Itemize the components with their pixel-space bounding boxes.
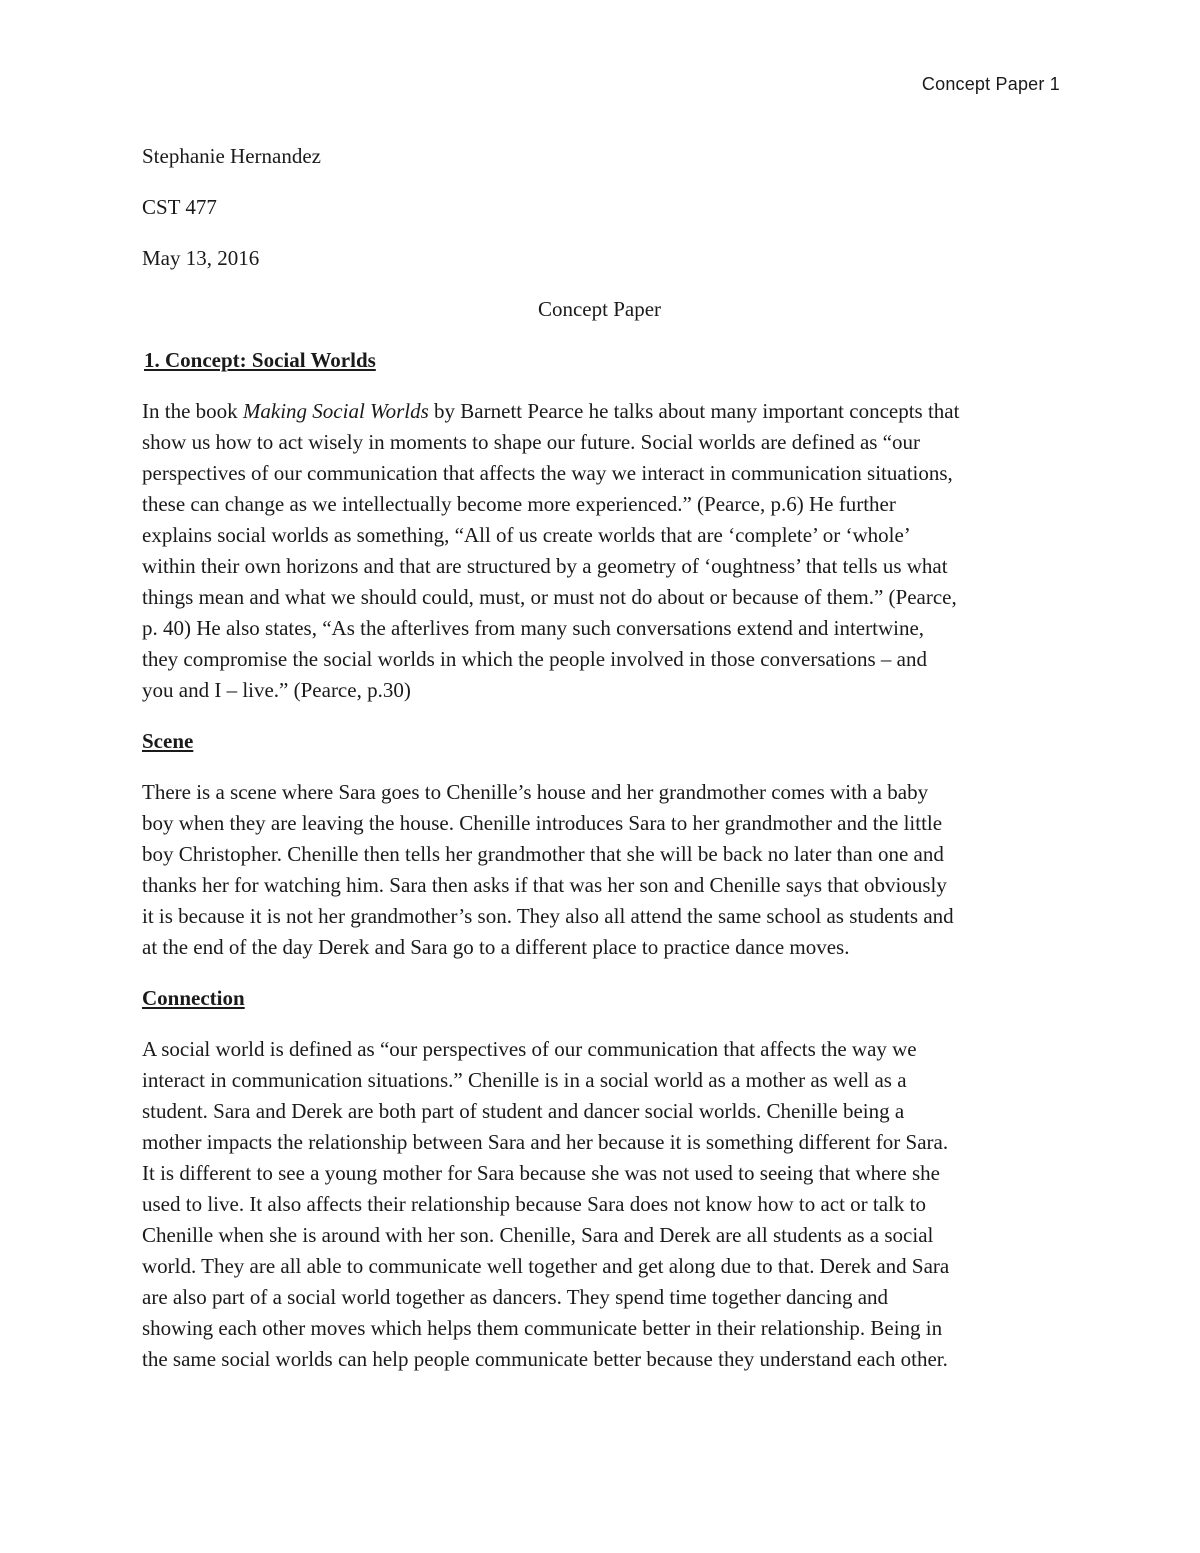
paragraph-line: are also part of a social world together as dancers. They spend time together dancing and [142, 1285, 889, 1309]
paragraph-line: they compromise the social worlds in which the people involved in those conversations – and [142, 647, 927, 671]
course-code: CST 477 [142, 195, 217, 219]
paragraph-connection [142, 1034, 1067, 1375]
paragraph-line: boy when they are leaving the house. Chenille introduces Sara to her grandmother and the little [142, 811, 943, 835]
paragraph-line: explains social worlds as something, “All of us create worlds that are ‘complete’ or ‘whole’ [142, 523, 911, 547]
running-header: Concept Paper 1 [921, 74, 1060, 94]
paragraph-scene [142, 777, 1067, 963]
book-title-italic: Making Social Worlds [242, 399, 429, 423]
paper-date: May 13, 2016 [142, 246, 260, 270]
paragraph-line: Chenille when she is around with her son. Chenille, Sara and Derek are all students as a social [142, 1223, 934, 1247]
text-segment: by Barnett Pearce he talks about many important concepts that [428, 399, 960, 423]
paragraph-line: thanks her for watching him. Sara then asks if that was her son and Chenille says that obviously [142, 873, 947, 897]
paragraph-line: it is because it is not her grandmother’s son. They also all attend the same school as students and [142, 904, 954, 928]
section-heading-connection: Connection [142, 986, 245, 1010]
paragraph-line: world. They are all able to communicate well together and get along due to that. Derek and Sara [142, 1254, 950, 1278]
section-heading-scene: Scene [142, 729, 194, 753]
text-segment: In the book [142, 399, 243, 423]
document-body [142, 141, 1067, 1395]
paragraph-line: things mean and what we should could, must, or must not do about or because of them.” (Pearce, [142, 585, 957, 609]
paragraph-line: perspectives of our communication that affects the way we interact in communication situations, [142, 461, 953, 485]
paragraph-line: mother impacts the relationship between Sara and her because it is something different for Sara. [142, 1130, 949, 1154]
paragraph-line: p. 40) He also states, “As the afterlives from many such conversations extend and intertwine, [142, 616, 925, 640]
paragraph-line: A social world is defined as “our perspectives of our communication that affects the way we [142, 1037, 917, 1061]
paragraph-line: student. Sara and Derek are both part of student and dancer social worlds. Chenille being a [142, 1099, 905, 1123]
paragraph-line: within their own horizons and that are structured by a geometry of ‘oughtness’ that tells us what [142, 554, 948, 578]
paragraph-line: you and I – live.” (Pearce, p.30) [142, 678, 411, 702]
author-name: Stephanie Hernandez [142, 144, 322, 168]
paragraph-line: showing each other moves which helps them communicate better in their relationship. Being in [142, 1316, 943, 1340]
section-heading-concept: 1. Concept: Social Worlds [144, 348, 376, 372]
paragraph-line: interact in communication situations.” Chenille is in a social world as a mother as well as a [142, 1068, 907, 1092]
paragraph-line: boy Christopher. Chenille then tells her grandmother that she will be back no later than one and [142, 842, 944, 866]
paragraph-line: the same social worlds can help people communicate better because they understand each other. [142, 1347, 948, 1371]
paragraph-line: It is different to see a young mother for Sara because she was not used to seeing that where she [142, 1161, 940, 1185]
paragraph-line: show us how to act wisely in moments to shape our future. Social worlds are defined as “our [142, 430, 920, 454]
paragraph-line: There is a scene where Sara goes to Chenille’s house and her grandmother comes with a baby [142, 780, 929, 804]
paragraph-line: used to live. It also affects their relationship because Sara does not know how to act or talk to [142, 1192, 926, 1216]
paragraph-line: these can change as we intellectually become more experienced.” (Pearce, p.6) He further [142, 492, 896, 516]
paper-title: Concept Paper [537, 297, 662, 321]
paragraph-line [142, 396, 1067, 427]
paragraph-concept [142, 396, 1067, 706]
paragraph-line: at the end of the day Derek and Sara go to a different place to practice dance moves. [142, 935, 850, 959]
